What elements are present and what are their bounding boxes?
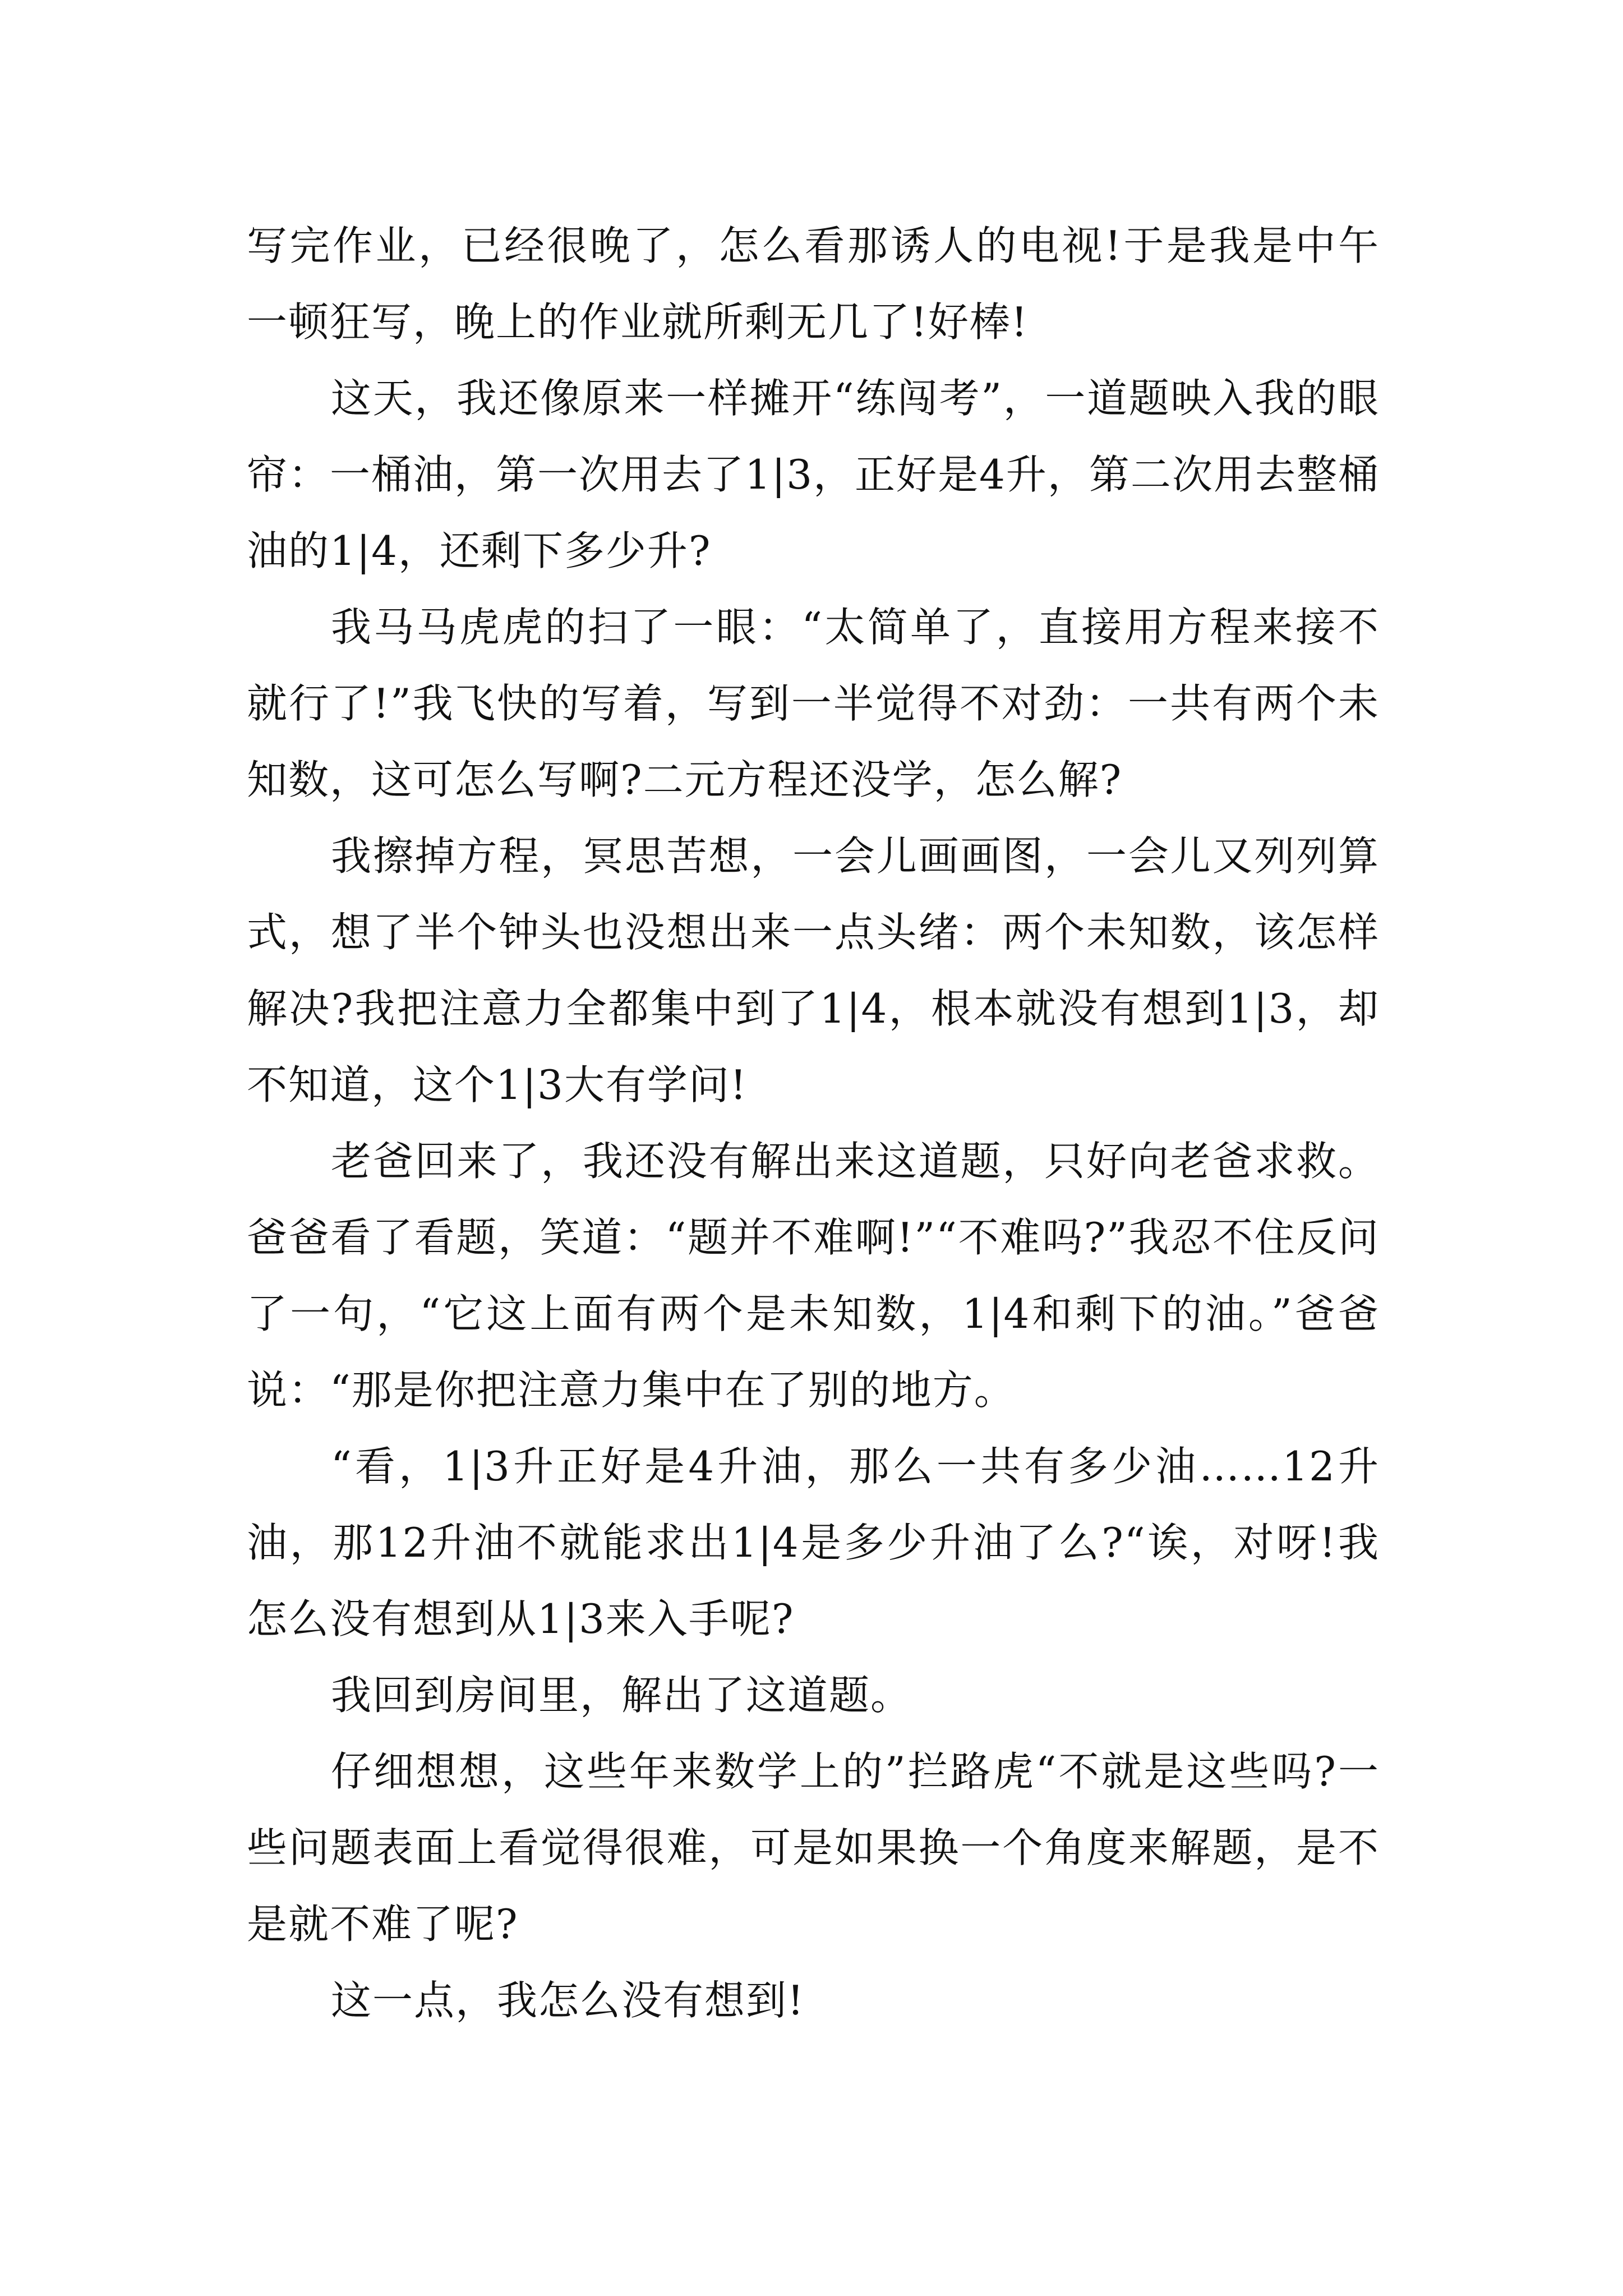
paragraph-1: 写完作业，已经很晚了，怎么看那诱人的电视!于是我是中午一顿狂写，晚上的作业就所剩无几了!好棒! (247, 222, 1380, 346)
paragraph-5: 老爸回来了，我还没有解出来这道题，只好向老爸求救。爸爸看了看题，笑道：“题并不难啊!”“不难吗?”我忍不住反问了一句，“它这上面有两个是未知数，1|4和剩下的油。”爸爸说：“那是你把注意力集中在了别的地方。 (247, 1138, 1380, 1414)
paragraph-2: 这天，我还像原来一样摊开“练闯考”，一道题映入我的眼帘：一桶油，第一次用去了1|3，正好是4升，第二次用去整桶油的1|4，还剩下多少升? (247, 375, 1380, 574)
paragraph-6: “看，1|3升正好是4升油，那么一共有多少油……12升油，那12升油不就能求出1|4是多少升油了么?“诶，对呀!我怎么没有想到从1|3来入手呢? (247, 1443, 1380, 1642)
document-body (247, 208, 1380, 2039)
paragraph-3: 我马马虎虎的扫了一眼：“太简单了，直接用方程来接不就行了!”我飞快的写着，写到一半觉得不对劲：一共有两个未知数，这可怎么写啊?二元方程还没学，怎么解? (247, 604, 1380, 803)
paragraph-7: 我回到房间里，解出了这道题。 (331, 1672, 912, 1719)
paragraph-8: 仔细想想，这些年来数学上的”拦路虎“不就是这些吗?一些问题表面上看觉得很难，可是如果换一个角度来解题，是不是就不难了呢? (247, 1748, 1380, 1948)
paragraph-4: 我擦掉方程，冥思苦想，一会儿画画图，一会儿又列列算式，想了半个钟头也没想出来一点头绪：两个未知数，该怎样解决?我把注意力全都集中到了1|4，根本就没有想到1|3，却不知道，这个1|3大有学问! (247, 832, 1380, 1108)
paragraph-9: 这一点，我怎么没有想到! (331, 1977, 805, 2024)
